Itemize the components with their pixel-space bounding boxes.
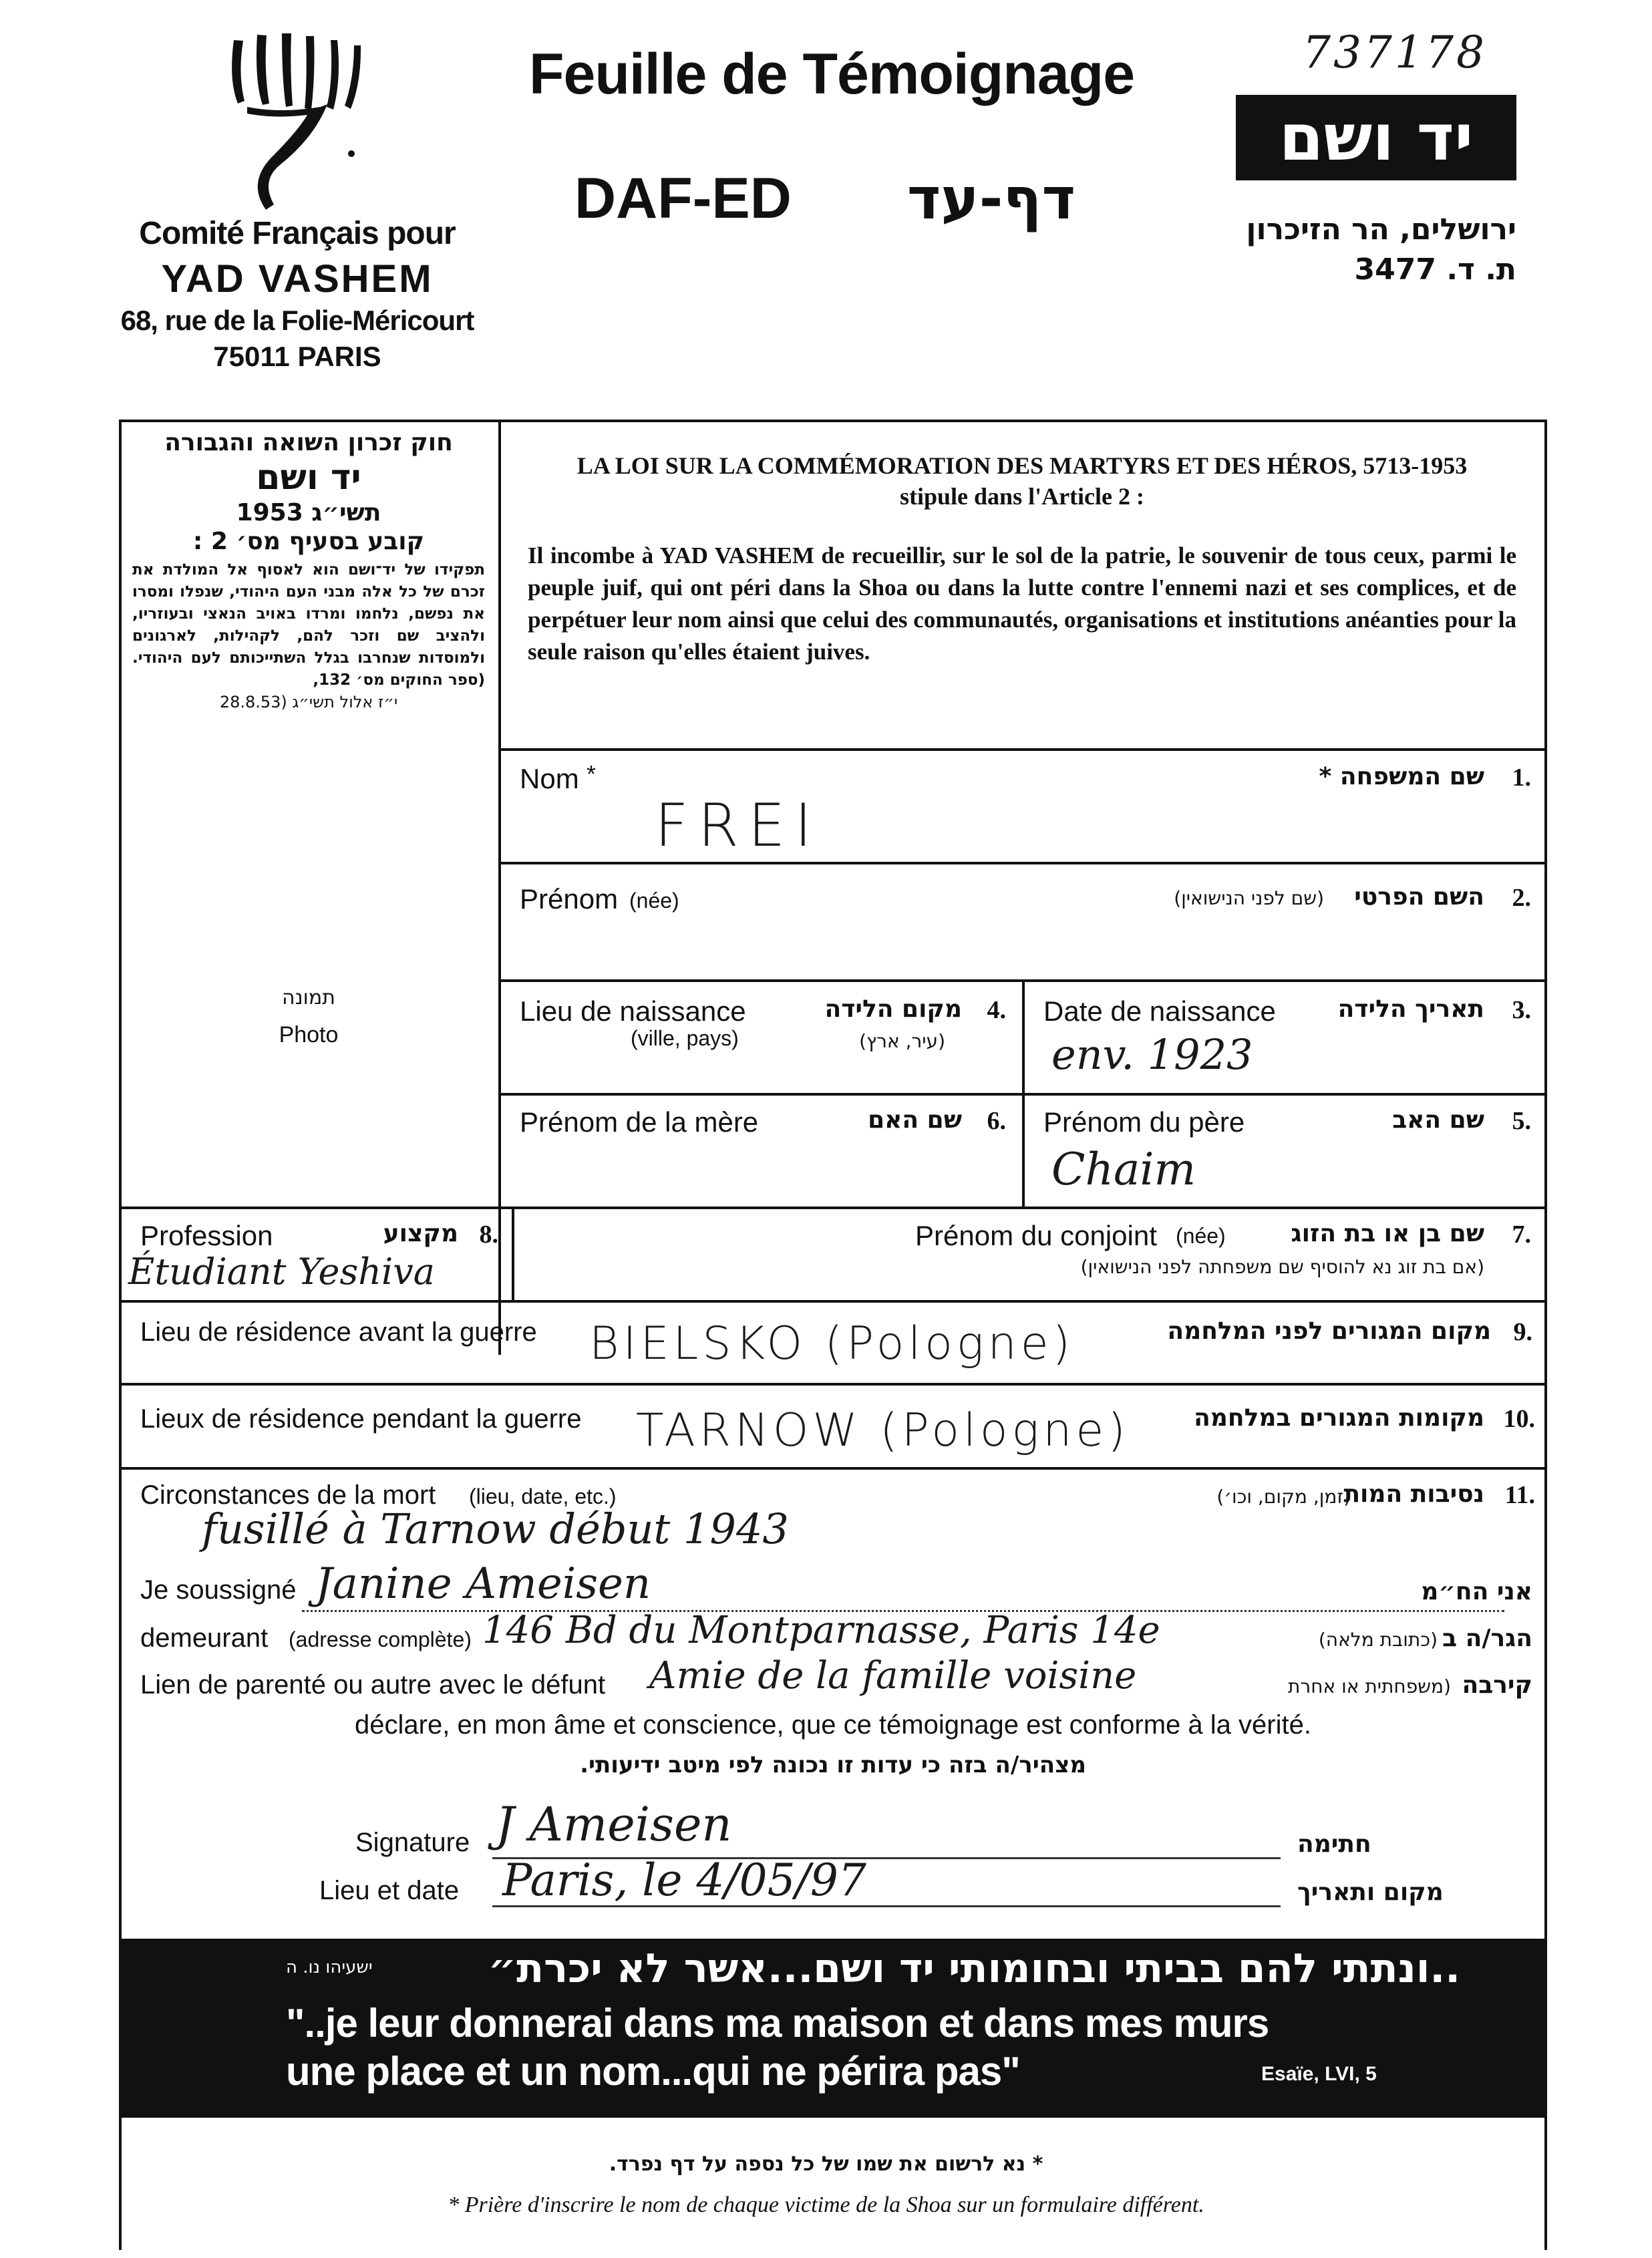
- field-conjoint: [514, 1209, 1544, 1300]
- lien-sub-hebrew: (משפחתית או אחרת: [1288, 1675, 1451, 1698]
- frame-top: [119, 420, 1547, 422]
- field-profession-number: 8.: [479, 1221, 498, 1249]
- field-circonstances: [122, 1470, 1544, 1563]
- place-date-label-hebrew: מקום ותאריך: [1297, 1879, 1444, 1906]
- soussigne-value[interactable]: Janine Ameisen: [315, 1559, 651, 1609]
- law-hebrew-block: [126, 428, 492, 815]
- field-nom: [501, 751, 1544, 862]
- form-subtitle-hebrew: דף-עד: [906, 166, 1076, 232]
- field-prenom-label: Prénom: [520, 883, 619, 915]
- lien-value[interactable]: Amie de la famille voisine: [649, 1654, 1137, 1698]
- field-date-naissance-label: Date de naissance: [1043, 995, 1276, 1027]
- yad-vashem-po-box: ת. ד. 3477: [1354, 253, 1516, 287]
- signature-label: Signature: [355, 1828, 470, 1857]
- photo-label-hebrew: תמונה: [282, 986, 335, 1009]
- place-date-label: Lieu et date: [319, 1876, 460, 1905]
- law-hebrew-clause: קובע בסעיף מס׳ 2 :: [192, 528, 425, 555]
- header: [0, 0, 1652, 401]
- place-date-value[interactable]: Paris, le 4/05/97: [502, 1854, 866, 1906]
- footer-note-hebrew: * נא לרשום את שמו של כל נספה על דף נפרד.: [609, 2152, 1043, 2176]
- soussigne-label: Je soussigné: [140, 1575, 297, 1605]
- law-hebrew-title: חוק זכרון השואה והגבורה: [164, 429, 453, 456]
- field-residence-avant-label: Lieu de résidence avant la guerre: [140, 1317, 537, 1347]
- law-french-body: Il incombe à YAD VASHEM de recueillir, sur le sol de la patrie, le souvenir de tous ceux, parmi le peuple juif, qui ont péri dans la Shoa ou dans la lutte contre l'ennemi nazi et ses complices, et de perpétuer leur nom ainsi que celui des communautés, organisations et institutions anéanties pour la seule raison qu'elles étaient juives.: [528, 542, 1516, 665]
- law-hebrew-date: י״ז אלול תשי״ג (28.8.53: [219, 693, 398, 711]
- soussigne-label-hebrew: אני הח״מ: [1421, 1578, 1532, 1605]
- archive-number: 737178: [1303, 27, 1487, 78]
- field-nom-star: *: [587, 760, 597, 788]
- banner-french-line2: une place et un nom...qui ne périra pas": [286, 2049, 1020, 2094]
- org-address-line1: 68, rue de la Folie-Méricourt: [120, 305, 474, 336]
- field-lieu-naissance-sub: (ville, pays): [631, 1026, 739, 1050]
- field-prenom-sub: (née): [629, 889, 679, 913]
- field-conjoint-sub-hebrew: (אם בת זוג נא להוסיף שם משפחתה לפני הנישואין): [1080, 1256, 1484, 1278]
- field-residence-pendant-number: 10.: [1503, 1405, 1535, 1433]
- field-circonstances-sub-hebrew: (זמן, מקום, וכו׳): [1216, 1486, 1351, 1508]
- lien-label: Lien de parenté ou autre avec le défunt: [140, 1670, 606, 1700]
- field-profession-value[interactable]: Étudiant Yeshiva: [128, 1251, 435, 1293]
- banner-french-line1: "..je leur donnerai dans ma maison et dans mes murs: [286, 2001, 1269, 2046]
- law-french-title: LA LOI SUR LA COMMÉMORATION DES MARTYRS ET DES HÉROS, 5713-1953: [576, 452, 1468, 479]
- field-residence-pendant-value[interactable]: TARNOW (Pologne): [636, 1404, 1130, 1457]
- field-profession-label: Profession: [140, 1220, 273, 1251]
- yad-vashem-hand-logo: [220, 27, 367, 220]
- field-nom-label-hebrew: שם המשפחה *: [1319, 763, 1484, 790]
- field-nom-number: 1.: [1512, 764, 1531, 792]
- law-hebrew-body: תפקידו של יד־ושם הוא לאסוף אל המולדת את זכרם של כל אלה מבני העם היהודי, שנפלו ומסרו את נפשם, נלחמו ומרדו באויב הנאצי ובעוזריו, ולהציב שם וזכר להם, לקהילות, לארגונים ולמוסדות שנחרבו בגלל השתייכותם לעם היהודי. (ספר החוקים מס׳ 132,: [132, 561, 485, 689]
- field-residence-pendant: [122, 1386, 1544, 1467]
- field-lieu-naissance-label: Lieu de naissance: [520, 995, 746, 1027]
- form-subtitle-latin: DAF-ED: [574, 166, 792, 230]
- field-date-naissance-number: 3.: [1512, 996, 1531, 1024]
- law-hebrew-year: תשי״ג 1953: [236, 499, 381, 526]
- field-prenom-number: 2.: [1512, 884, 1531, 912]
- field-profession-label-hebrew: מקצוע: [383, 1220, 458, 1247]
- field-prenom-pere: [1025, 1096, 1544, 1206]
- field-prenom-sub-hebrew: (שם לפני הנישואין): [1174, 887, 1324, 909]
- lien-label-hebrew: קירבה: [1462, 1671, 1532, 1699]
- field-circonstances-label: Circonstances de la mort: [140, 1480, 436, 1510]
- field-circonstances-value[interactable]: fusillé à Tarnow début 1943: [202, 1504, 789, 1553]
- field-nom-value[interactable]: FREI: [655, 791, 822, 860]
- field-circonstances-sub: (lieu, date, etc.): [469, 1484, 617, 1508]
- field-date-naissance-value[interactable]: env. 1923: [1051, 1030, 1253, 1079]
- declaration-text: déclare, en mon âme et conscience, que ce témoignage est conforme à la vérité.: [355, 1710, 1311, 1740]
- declaration-text-hebrew: מצהיר/ה בזה כי עדות זו נכונה לפי מיטב ידיעותי.: [580, 1752, 1086, 1778]
- demeurant-sub: (adresse complète): [289, 1627, 472, 1651]
- field-circonstances-label-hebrew: נסיבות המות: [1343, 1480, 1484, 1508]
- field-prenom-label-hebrew: השם הפרטי: [1354, 883, 1484, 911]
- field-residence-pendant-label-hebrew: מקומות המגורים במלחמה: [1194, 1404, 1484, 1432]
- field-lieu-naissance-label-hebrew: מקום הלידה: [824, 995, 962, 1023]
- field-conjoint-label-hebrew: שם בן או בת הזוג: [1291, 1220, 1484, 1247]
- committee-name: Comité Français pour: [139, 216, 456, 251]
- demeurant-label-hebrew: הגר/ה ב: [1442, 1625, 1532, 1652]
- field-prenom-pere-value[interactable]: Chaim: [1051, 1144, 1196, 1195]
- field-residence-pendant-label: Lieux de résidence pendant la guerre: [140, 1404, 582, 1434]
- demeurant-value[interactable]: 146 Bd du Montparnasse, Paris 14e: [482, 1609, 1160, 1652]
- field-conjoint-sub: (née): [1176, 1224, 1226, 1248]
- photo-label: Photo: [279, 1022, 339, 1047]
- field-prenom-mere-number: 6.: [987, 1107, 1006, 1135]
- field-lieu-naissance-sub-hebrew: (עיר, ארץ): [859, 1030, 945, 1052]
- field-profession: [122, 1209, 512, 1300]
- yad-vashem-city: ירושלים, הר הזיכרון: [1246, 212, 1516, 247]
- field-conjoint-label: Prénom du conjoint: [915, 1220, 1157, 1251]
- law-french-subtitle: stipule dans l'Article 2 :: [900, 483, 1144, 510]
- field-circonstances-number: 11.: [1504, 1481, 1535, 1509]
- signature-value[interactable]: J Ameisen: [496, 1797, 732, 1852]
- field-prenom: [501, 864, 1544, 979]
- field-residence-avant-number: 9.: [1513, 1318, 1532, 1346]
- declarant-section: [122, 1559, 1544, 1937]
- law-hebrew-name: יד ושם: [256, 458, 361, 498]
- field-prenom-pere-label-hebrew: שם האב: [1392, 1106, 1484, 1134]
- org-address-line2: 75011 PARIS: [213, 341, 381, 372]
- demeurant-sub-hebrew: (כתובת מלאה): [1318, 1629, 1438, 1651]
- field-prenom-pere-label: Prénom du père: [1043, 1106, 1245, 1138]
- field-prenom-mere-label: Prénom de la mère: [520, 1106, 759, 1138]
- field-date-naissance-label-hebrew: תאריך הלידה: [1337, 995, 1484, 1023]
- banner-hebrew-ref: ישעיהו נו. ה: [286, 1957, 373, 1977]
- footer-note-french: * Prière d'inscrire le nom de chaque victime de la Shoa sur un formulaire différent.: [448, 2193, 1204, 2217]
- quote-banner: [119, 1939, 1547, 2118]
- field-prenom-pere-number: 5.: [1512, 1107, 1531, 1135]
- banner-hebrew: ..ונתתי להם בביתי ובחומותי יד ושם...אשר לא יכרת״: [488, 1945, 1460, 1992]
- field-prenom-mere: [501, 1096, 1022, 1206]
- org-name: YAD VASHEM: [161, 257, 434, 301]
- banner-french-ref: Esaïe, LVI, 5: [1261, 2063, 1377, 2085]
- yad-vashem-emblem: יד ושם: [1236, 95, 1516, 180]
- field-residence-avant-value[interactable]: BIELSKO (Pologne): [589, 1317, 1075, 1370]
- form-title: Feuille de Témoignage: [528, 42, 1135, 106]
- field-lieu-naissance-number: 4.: [987, 996, 1006, 1024]
- field-conjoint-number: 7.: [1512, 1221, 1531, 1249]
- field-nom-label: Nom: [520, 763, 579, 794]
- field-lieu-naissance: [501, 982, 1022, 1093]
- signature-label-hebrew: חתימה: [1297, 1830, 1371, 1858]
- demeurant-label: demeurant: [140, 1623, 269, 1653]
- field-prenom-mere-label-hebrew: שם האם: [868, 1106, 962, 1134]
- field-date-naissance: [1025, 982, 1544, 1093]
- field-residence-avant: [122, 1303, 1544, 1383]
- law-french-block: [528, 452, 1516, 668]
- field-residence-avant-label-hebrew: מקום המגורים לפני המלחמה: [1167, 1317, 1491, 1345]
